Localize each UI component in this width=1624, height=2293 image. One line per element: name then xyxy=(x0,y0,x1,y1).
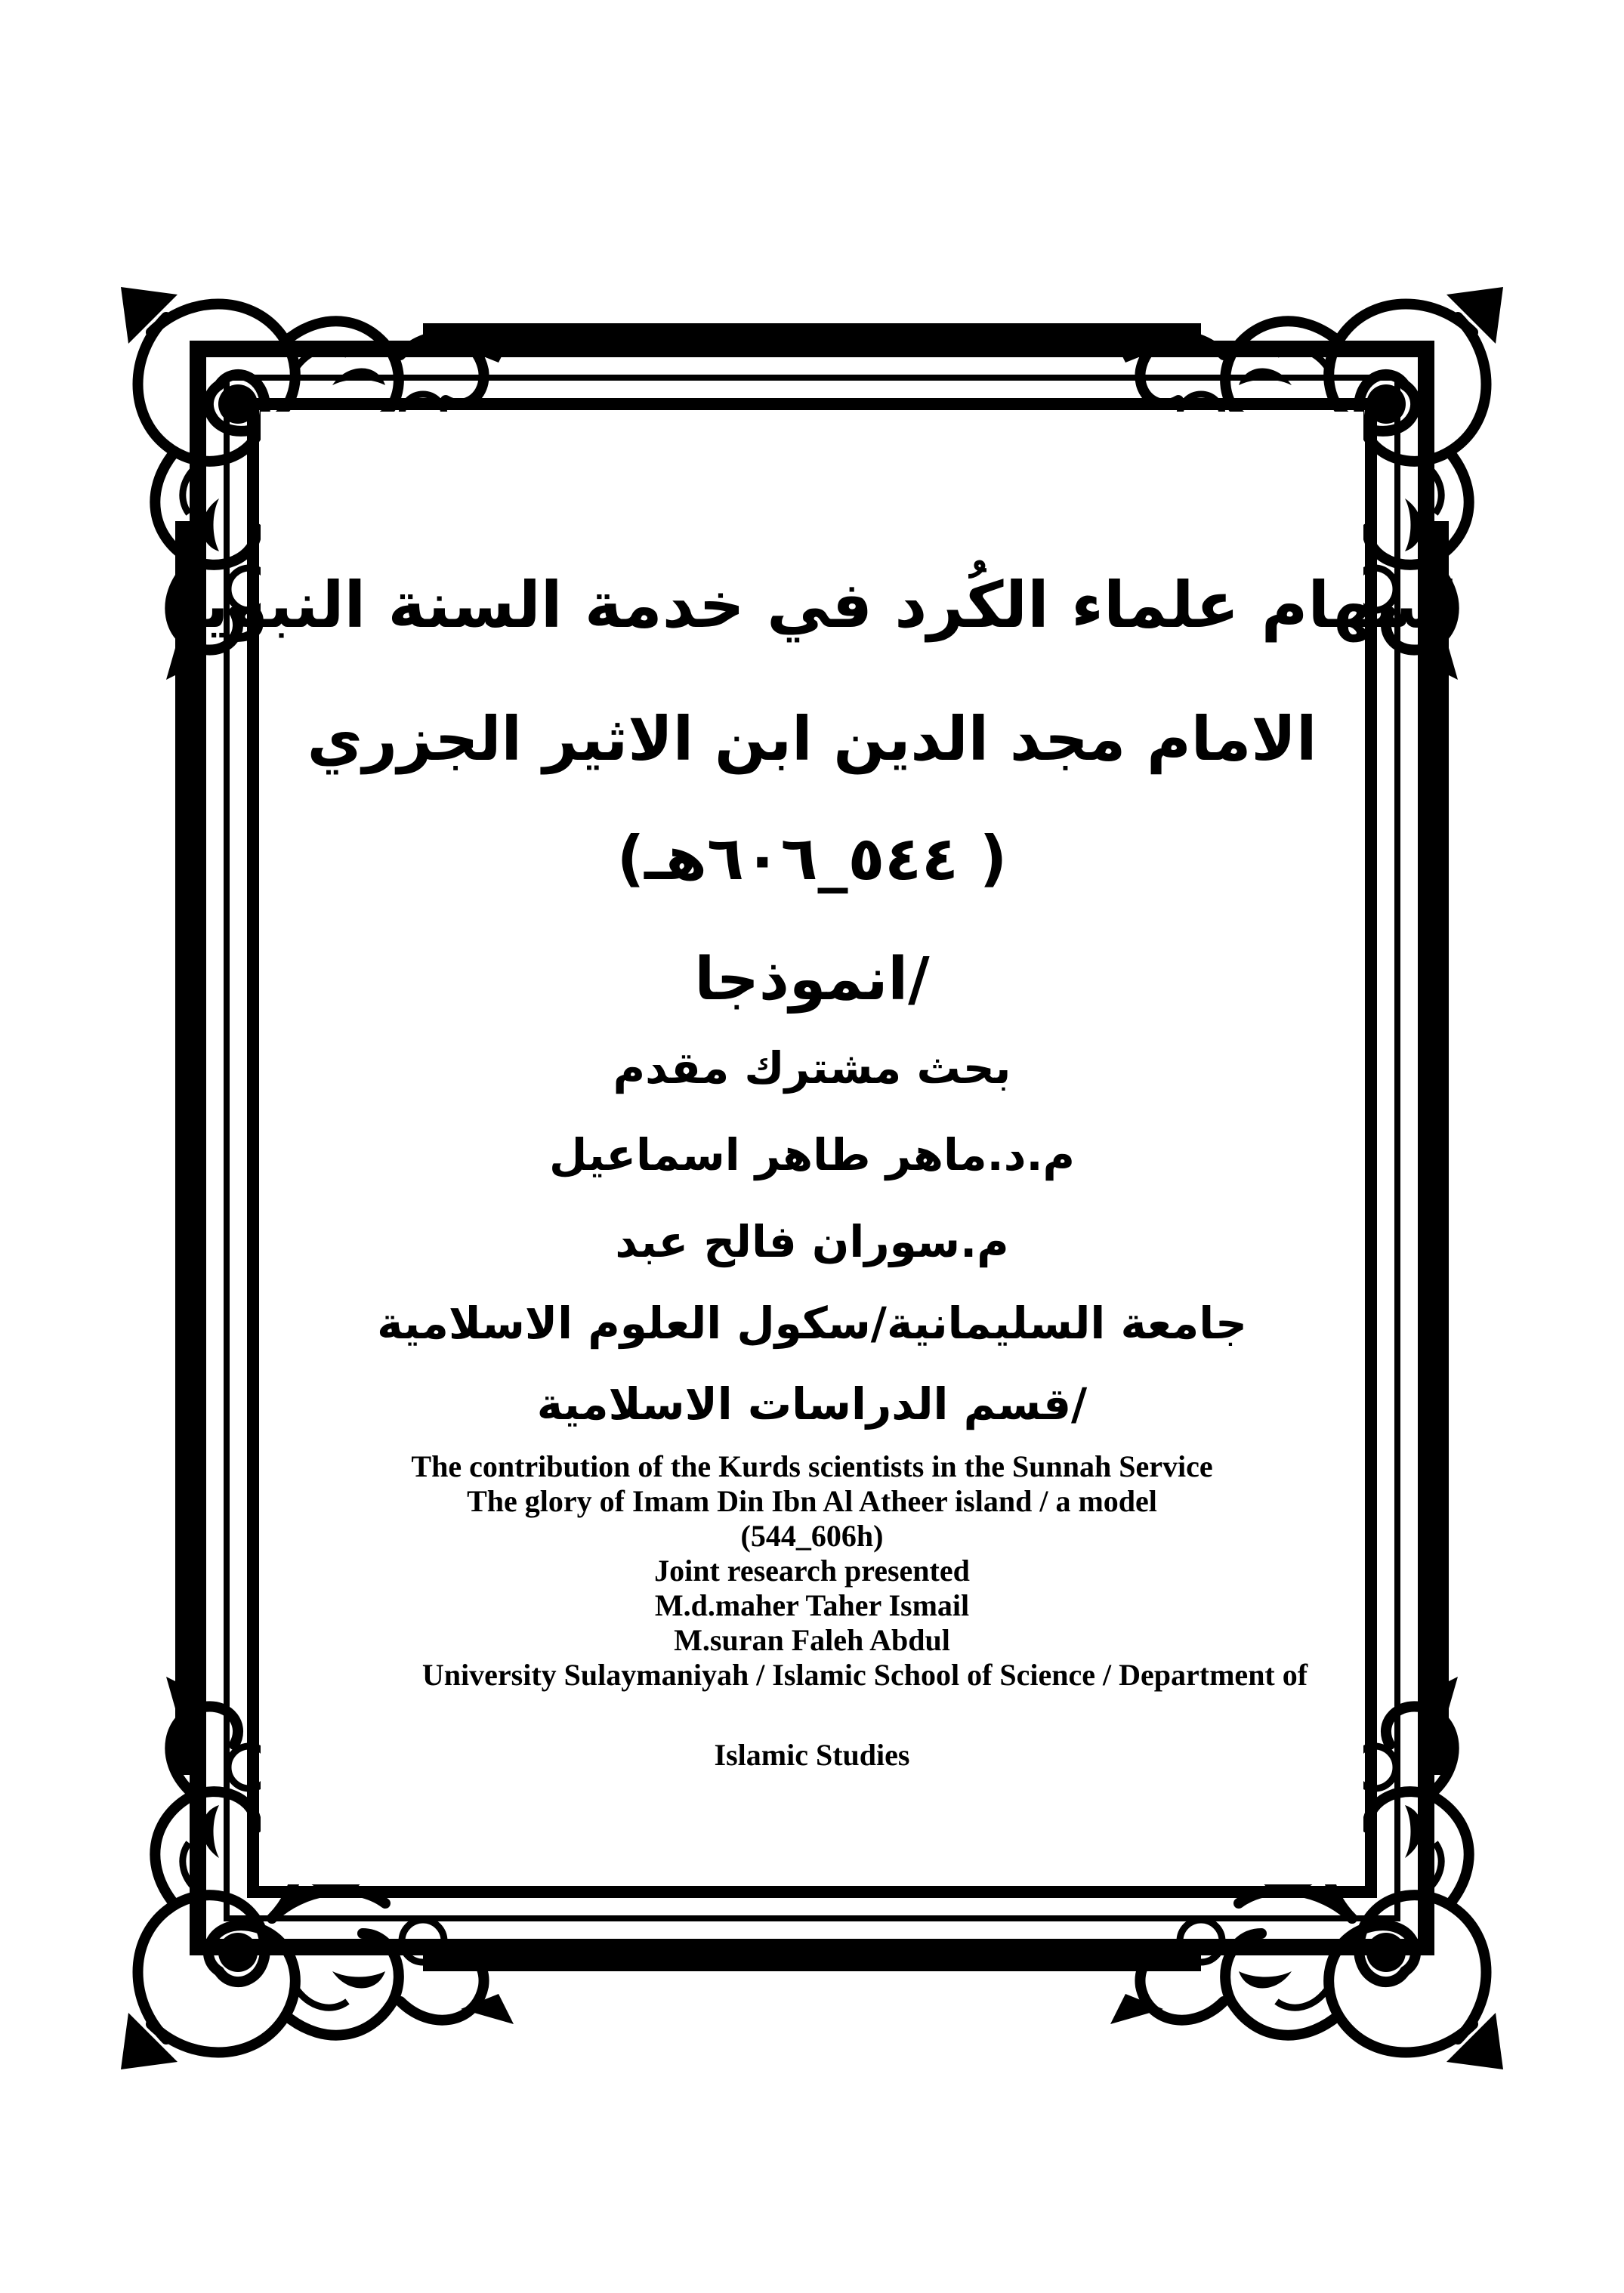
english-title-line2: The glory of Imam Din Ibn Al Atheer island / a model xyxy=(467,1484,1157,1518)
arabic-title-model: /انموذجا xyxy=(694,946,930,1014)
english-affiliation-line1: University Sulaymaniyah / Islamic School of Science / Department of xyxy=(421,1658,1308,1692)
bottom-rail xyxy=(423,1952,1201,1971)
arabic-author2: م.سوران فالح عبد xyxy=(615,1216,1009,1267)
arabic-title-line1: اسهام علماء الكُرد في خدمة السنة النبوية xyxy=(166,568,1458,642)
arabic-department: /قسم الدراسات الاسلامية xyxy=(536,1378,1088,1430)
arabic-title-years: ( ٥٤٤_٦٠٦هـ) xyxy=(616,823,1008,893)
english-affiliation-line2: Islamic Studies xyxy=(714,1738,910,1772)
english-title-line1: The contribution of the Kurds scientists in the Sunnah Service xyxy=(411,1449,1213,1483)
english-author2: M.suran Faleh Abdul xyxy=(674,1623,950,1657)
arabic-author1: م.د.ماهر طاهر اسماعيل xyxy=(548,1129,1076,1180)
english-author1: M.d.maher Taher Ismail xyxy=(654,1588,970,1622)
arabic-research-type: بحث مشترك مقدم xyxy=(613,1042,1011,1094)
top-rail xyxy=(423,323,1201,343)
arabic-title-line2: الامام مجد الدين ابن الاثير الجزري xyxy=(307,704,1317,774)
arabic-university: جامعة السليمانية/سكول العلوم الاسلامية xyxy=(377,1298,1247,1349)
english-research-type: Joint research presented xyxy=(654,1554,970,1588)
english-years: (544_606h) xyxy=(740,1519,884,1553)
